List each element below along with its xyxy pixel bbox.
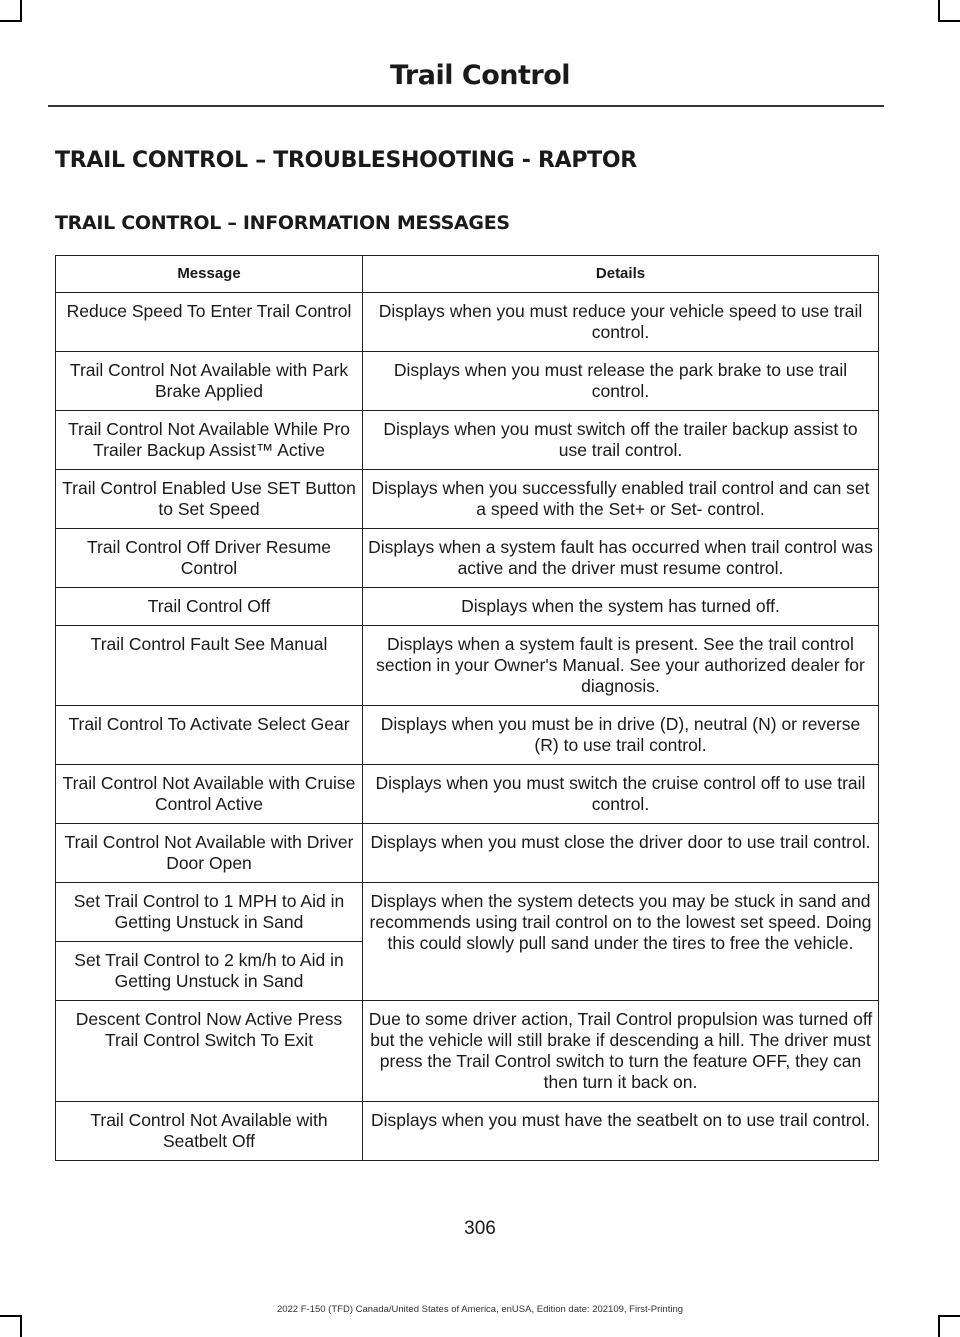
- table-row: [56, 352, 879, 411]
- message-cell: Trail Control Not Available with Park Brake Applied: [56, 352, 363, 411]
- crop-mark: [938, 1315, 940, 1337]
- details-cell: Displays when you must have the seatbelt on to use trail control.: [363, 1102, 879, 1161]
- column-header-message: Message: [56, 256, 363, 293]
- details-cell: Displays when you must be in drive (D), neutral (N) or reverse (R) to use trail control.: [363, 706, 879, 765]
- message-cell: Trail Control Not Available with Seatbelt Off: [56, 1102, 363, 1161]
- page-header-title: Trail Control: [389, 60, 570, 91]
- table-row: [56, 411, 879, 470]
- table-row: [56, 1001, 879, 1102]
- message-cell: Set Trail Control to 2 km/h to Aid in Getting Unstuck in Sand: [56, 942, 363, 1001]
- section-title: TRAIL CONTROL – TROUBLESHOOTING - RAPTOR: [55, 148, 637, 173]
- message-cell: Set Trail Control to 1 MPH to Aid in Getting Unstuck in Sand: [56, 883, 363, 942]
- message-cell: Descent Control Now Active Press Trail Control Switch To Exit: [56, 1001, 363, 1102]
- crop-mark: [938, 0, 940, 22]
- subsection-title: TRAIL CONTROL – INFORMATION MESSAGES: [55, 212, 510, 234]
- message-cell: Trail Control Off: [56, 588, 363, 626]
- page-number: 306: [464, 1218, 496, 1239]
- table-row: [56, 706, 879, 765]
- details-cell: Displays when a system fault is present. See the trail control section in your Owner's Manual. See your authorized dealer for diagnosis.: [363, 626, 879, 706]
- message-cell: Trail Control Off Driver Resume Control: [56, 529, 363, 588]
- message-cell: Trail Control To Activate Select Gear: [56, 706, 363, 765]
- crop-mark: [20, 1315, 22, 1337]
- crop-mark: [0, 20, 22, 22]
- table-row: [56, 1102, 879, 1161]
- details-cell: Displays when you must release the park brake to use trail control.: [363, 352, 879, 411]
- table-row: [56, 824, 879, 883]
- table-row: [56, 588, 879, 626]
- details-cell: Displays when the system has turned off.: [363, 588, 879, 626]
- message-cell: Trail Control Fault See Manual: [56, 626, 363, 706]
- table-row: [56, 529, 879, 588]
- table-header-row: [56, 256, 879, 293]
- details-cell: Due to some driver action, Trail Control propulsion was turned off but the vehicle will still brake if descending a hill. The driver must press the Trail Control switch to turn the feature OFF, they can then turn it back on.: [363, 1001, 879, 1102]
- crop-mark: [0, 1315, 22, 1317]
- crop-mark: [20, 0, 22, 22]
- column-header-details: Details: [363, 256, 879, 293]
- details-cell: Displays when you must reduce your vehicle speed to use trail control.: [363, 293, 879, 352]
- message-cell: Trail Control Not Available with Driver Door Open: [56, 824, 363, 883]
- table-row: [56, 765, 879, 824]
- message-cell: Reduce Speed To Enter Trail Control: [56, 293, 363, 352]
- table-row: [56, 626, 879, 706]
- details-cell: Displays when you must switch the cruise control off to use trail control.: [363, 765, 879, 824]
- page-footer: 2022 F-150 (TFD) Canada/United States of America, enUSA, Edition date: 202109, First-Printing: [276, 1304, 684, 1315]
- table-row: [56, 883, 879, 942]
- table-row: [56, 470, 879, 529]
- table-row: [56, 293, 879, 352]
- details-cell: Displays when you must close the driver door to use trail control.: [363, 824, 879, 883]
- details-cell: Displays when the system detects you may be stuck in sand and recommends using trail control on to the lowest set speed. Doing this could slowly pull sand under the tires to free the vehicle.: [363, 883, 879, 1001]
- message-cell: Trail Control Enabled Use SET Button to Set Speed: [56, 470, 363, 529]
- message-cell: Trail Control Not Available with Cruise Control Active: [56, 765, 363, 824]
- header-divider: [48, 105, 884, 107]
- details-cell: Displays when a system fault has occurred when trail control was active and the driver must resume control.: [363, 529, 879, 588]
- details-cell: Displays when you successfully enabled trail control and can set a speed with the Set+ or Set- control.: [363, 470, 879, 529]
- crop-mark: [938, 1315, 960, 1317]
- information-messages-table: [55, 255, 879, 1161]
- details-cell: Displays when you must switch off the trailer backup assist to use trail control.: [363, 411, 879, 470]
- message-cell: Trail Control Not Available While Pro Trailer Backup Assist™ Active: [56, 411, 363, 470]
- crop-mark: [938, 20, 960, 22]
